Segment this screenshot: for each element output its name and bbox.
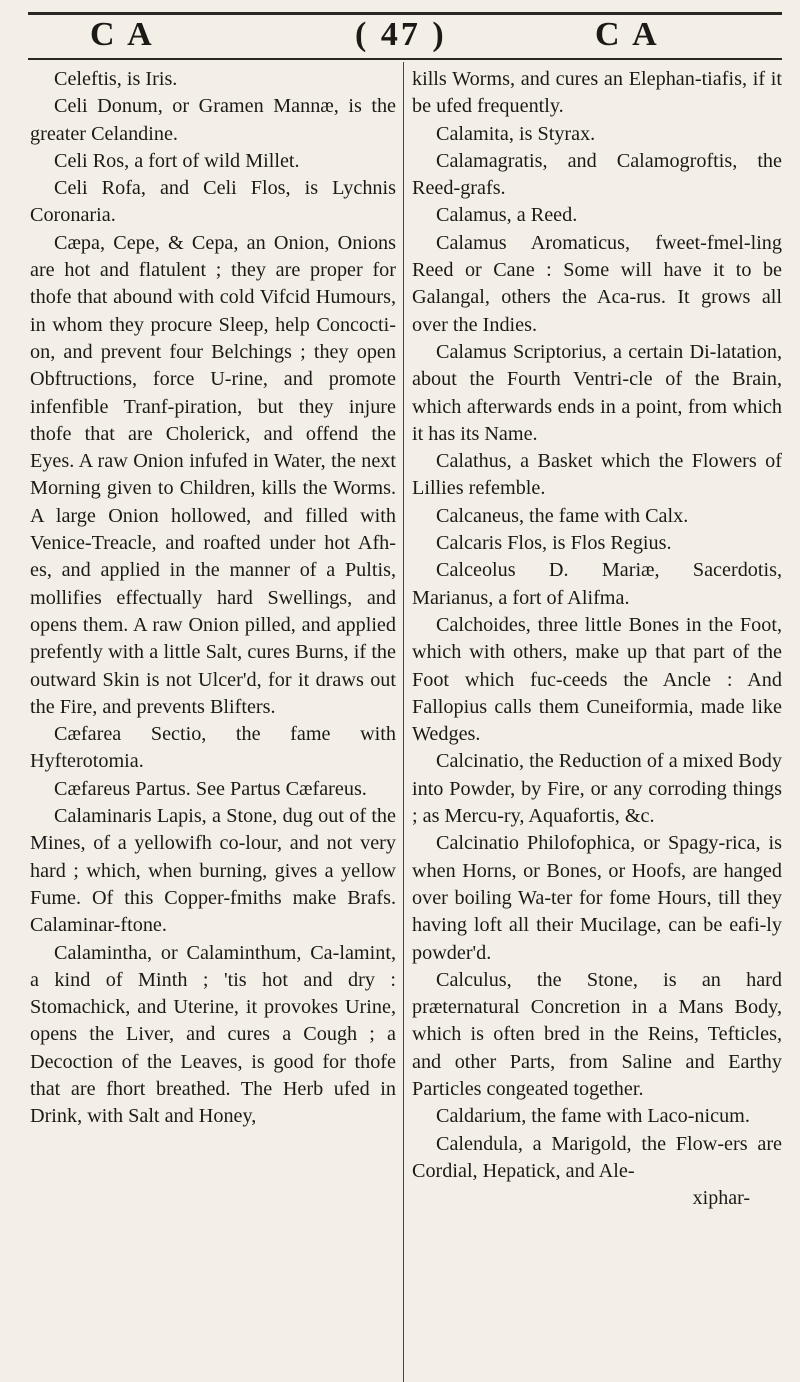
dictionary-entry: Calathus, a Basket which the Flowers of Lillies refemble. xyxy=(412,450,782,500)
dictionary-entry: kills Worms, and cures an Elephan-tiafis, if it be ufed frequently. xyxy=(412,68,782,118)
dictionary-entry: Celeftis, is Iris. xyxy=(54,68,178,90)
dictionary-entry: Celi Rofa, and Celi Flos, is Lychnis Coronaria. xyxy=(30,177,396,227)
running-head-right: C A xyxy=(595,16,660,53)
dictionary-entry: Calamus, a Reed. xyxy=(436,204,578,227)
column-divider xyxy=(403,62,404,1382)
dictionary-entry: Cæfarea Sectio, the fame with Hyfterotomia. xyxy=(30,723,396,773)
header-rule xyxy=(28,58,782,60)
dictionary-entry: Cæpa, Cepe, & Cepa, an Onion, Onions are hot and flatulent ; they are proper for thofe that abound with cold Vifcid Humours, in whom they procure Sleep, help Concocti-on, and prevent four Belchings ; they open Obftructions, force U-rine, and promote infenfible Tranf-piration, but they injure thofe that are Cholerick, and offend the Eyes. A raw Onion infufed in Water, the next Morning given to Children, kills the Worms. A large Onion hollowed, and filled with Venice-Treacle, and roafted under hot Afh-es, and applied in the manner of a Pultis, mollifies effectually hard Swellings, and opens them. A raw Onion pilled, and applied prefently with a little Salt, cures Burns, if the outward Skin is not Ulcer'd, for it draws out the Fire, and prevents Blifters. xyxy=(30,231,396,718)
dictionary-entry: Celi Ros, a fort of wild Millet. xyxy=(54,149,300,172)
dictionary-entry: Celi Donum, or Gramen Mannæ, is the greater Celandine. xyxy=(30,95,396,145)
dictionary-entry: Calamus Aromaticus, fweet-fmel-ling Reed or Cane : Some will have it to be Galangal, others the Aca-rus. It grows all over the Indies. xyxy=(412,231,782,336)
dictionary-entry: Calcaneus, the fame with Calx. xyxy=(436,504,689,527)
dictionary-entry: Calchoides, three little Bones in the Foot, which with others, make up that part of the Foot which fuc-ceeds the Ancle : And Fallopius calls them Cuneiformia, made like Wedges. xyxy=(412,613,782,746)
dictionary-entry: Calamagratis, and Calamogroftis, the Reed-grafs. xyxy=(412,149,782,200)
dictionary-entry: Calcaris Flos, is Flos Regius. xyxy=(436,532,672,555)
dictionary-entry: Calcinatio Philofophica, or Spagy-rica, is when Horns, or Bones, or Hoofs, are hanged over boiling Wa-ter for fome Hours, till they having loft all their Mucilage, can be eafi-ly powder'd. xyxy=(412,832,782,964)
dictionary-entry: Cæfareus Partus. See Partus Cæfareus. xyxy=(54,777,367,800)
dictionary-entry: Calculus, the Stone, is an hard præternatural Concretion in a Mans Body, which is often bred in the Reins, Tefticles, and other Parts, from Saline and Earthy Particles congeated together. xyxy=(412,968,782,1100)
catchword: xiphar- xyxy=(692,1187,750,1210)
dictionary-entry: Calceolus D. Mariæ, Sacerdotis, Marianus, a fort of Alifma. xyxy=(412,559,782,609)
left-column xyxy=(30,66,396,1131)
dictionary-entry: Calendula, a Marigold, the Flow-ers are Cordial, Hepatick, and Ale- xyxy=(412,1132,782,1182)
dictionary-entry: Calcinatio, the Reduction of a mixed Body into Powder, by Fire, or any corroding things ; as Mercu-ry, Aquafortis, &c. xyxy=(412,750,782,828)
dictionary-entry: Calamus Scriptorius, a certain Di-latation, about the Fourth Ventri-cle of the Brain, which afterwards ends in a point, from which it has its Name. xyxy=(412,340,782,445)
running-head-left: C A xyxy=(90,16,155,53)
dictionary-entry: Caldarium, the fame with Laco-nicum. xyxy=(436,1105,750,1128)
dictionary-entry: Calamintha, or Calaminthum, Ca-lamint, a kind of Minth ; 'tis hot and dry : Stomachick, and Uterine, it provokes Urine, opens the Liver, and cures a Cough ; a Decoction of the Leaves, is good for thofe that are fhort breathed. The Herb ufed in Drink, with Salt and Honey, xyxy=(30,941,396,1128)
dictionary-entry: Calamita, is Styrax. xyxy=(436,122,596,145)
right-column xyxy=(412,66,782,1212)
page-number: ( 47 ) xyxy=(355,16,447,53)
dictionary-entry: Calaminaris Lapis, a Stone, dug out of the Mines, of a yellowifh co-lour, and not very hard ; which, when burning, gives a yellow Fume. Of this Copper-fmiths make Brafs. Calaminar-ftone. xyxy=(30,805,396,937)
top-rule xyxy=(28,12,782,15)
